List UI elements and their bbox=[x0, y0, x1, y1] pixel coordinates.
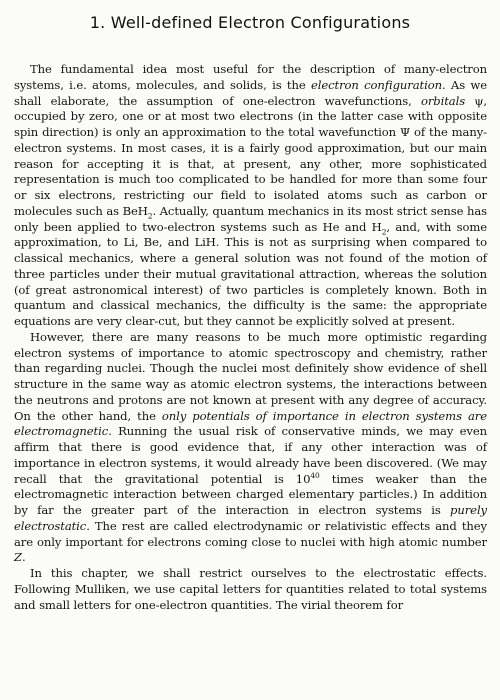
paragraph-2-text-1: However, there are many reasons to be much more optimistic regarding electron systems of importance to atomic spectroscopy and chemistry, rather than regarding nuclei. Though the nuclei most definitely show evidence of shell structure in the same way as atomic electron systems, the interactions between the neutrons and protons are not known at present with any degree of accuracy. On the other hand, the bbox=[14, 329, 487, 423]
paragraph-1-subscript-1: 2 bbox=[147, 211, 153, 221]
paragraph-1-text-5: , and, with some approximation, to Li, Be, and LiH. This is not as surprising when compared to classical mechanics, where a general solution was not found of the motion of three particles under their mutual gravitational attraction, whereas the solution (of great astronomical interest) of two particles is completely known. Both in quantum and classical mechanics, the difficulty is the same: the appropriate equations are very clear-cut, but they cannot be explicitly solved at present. bbox=[14, 219, 487, 328]
paragraph-1-emphasis-1: electron configuration bbox=[311, 77, 442, 92]
paragraph-2-emphasis-3: Z bbox=[14, 550, 22, 565]
paragraph-2-text-5: . bbox=[21, 550, 26, 565]
paragraph-2-superscript-1: 40 bbox=[310, 470, 320, 480]
paragraph-1-text-1: The fundamental idea most useful for the description of many-electron systems, i.e. atoms, molecules, and solids, is the bbox=[14, 62, 487, 92]
paragraph-2-emphasis-2: purely electrostatic bbox=[14, 503, 487, 533]
paragraph-1-subscript-2: 2 bbox=[381, 226, 387, 236]
paragraph-1-emphasis-2: orbitals bbox=[420, 93, 466, 108]
chapter-body bbox=[14, 62, 487, 613]
paragraph-2-emphasis-1: only potentials of importance in electron systems are electromagnetic bbox=[14, 408, 487, 439]
paragraph-2-text-3: times weaker than the electromagnetic interaction between charged elementary particles.) In addition by far the greater part of the interaction in electron systems is bbox=[14, 471, 487, 517]
paragraph-1-text-3: ψ, occupied by zero, one or at most two electrons (in the latter case with opposite spin direction) is only an approximation to the total wavefunction Ψ of the many-electron systems. In most cases, it is a fairly good approximation, but our main reason for accepting it is that, at present, any other, more sophisticated representation is much too complicated to be handled for more than some four or six electrons, restricting our field to isolated atoms such as carbon or molecules such as BeH bbox=[14, 93, 487, 218]
paragraph-1-text-4: . Actually, quantum mechanics in its most strict sense has only been applied to two-electron systems such as He and H bbox=[14, 203, 487, 234]
paragraph-3 bbox=[14, 566, 487, 613]
paragraph-3-text-1: In this chapter, we shall restrict ourselves to the electrostatic effects. Following Mulliken, we use capital letters for quantities related to total systems and small letters for one-electron quantities. The virial theorem for bbox=[14, 566, 487, 612]
paragraph-2-text-2: . Running the usual risk of conservative minds, we may even affirm that there is good evidence that, if any other interaction was of importance in electron systems, it would already have been discovered. (We may recall that the gravitational potential is 10 bbox=[14, 424, 487, 486]
paragraph-2 bbox=[14, 330, 487, 566]
paragraph-1 bbox=[14, 62, 487, 330]
chapter-title: 1. Well-defined Electron Configurations bbox=[89, 13, 411, 32]
paragraph-1-text-2: . As we shall elaborate, the assumption of one-electron wavefunctions, bbox=[14, 77, 488, 108]
paragraph-2-text-4: . The rest are called electrodynamic or relativistic effects and they are only important for electrons coming close to nuclei with high atomic number bbox=[14, 518, 487, 549]
